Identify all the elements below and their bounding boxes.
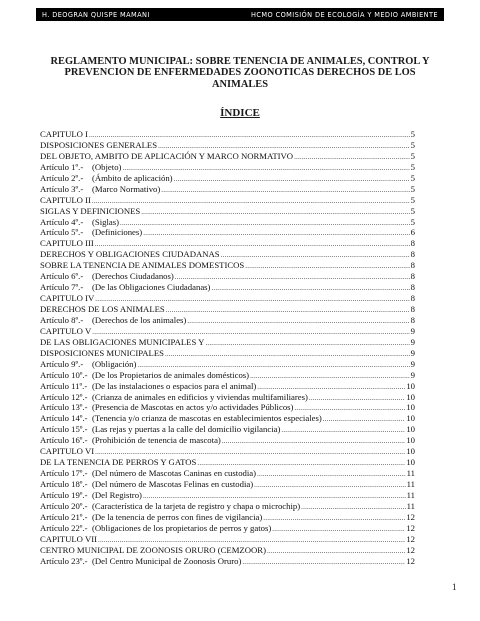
toc-entry[interactable] [40, 173, 415, 184]
toc-article-title: (Derechos Ciudadanos) [92, 271, 174, 282]
toc-entry[interactable] [40, 184, 415, 195]
toc-article [40, 315, 186, 326]
toc-article-number: Artículo 22º.- [40, 522, 88, 533]
toc-entry[interactable] [40, 490, 415, 501]
toc-article-title: (Característica de la tarjeta de registro y chapa o microchip) [92, 500, 301, 511]
toc-article [40, 359, 136, 370]
toc-entry[interactable] [40, 479, 415, 490]
dot-leader [309, 393, 405, 404]
toc-article-number: Artículo 11º.- [40, 380, 88, 391]
toc-page-number: 10 [406, 446, 415, 457]
toc-page-number: 11 [406, 500, 415, 511]
toc-article-title: (Prohibición de tenencia de mascota) [92, 435, 221, 446]
toc-article-number: Artículo 4º.- [40, 216, 84, 227]
toc-article-title: (Del Registro) [92, 489, 142, 500]
toc-page-number: 8 [410, 238, 415, 249]
toc-entry[interactable] [40, 140, 415, 151]
toc-article-number: Artículo 18º.- [40, 479, 88, 489]
toc-entry[interactable] [40, 446, 415, 457]
toc-entry[interactable] [40, 359, 415, 370]
toc-entry[interactable] [40, 151, 415, 162]
toc-entry[interactable] [40, 413, 415, 424]
toc-entry[interactable] [40, 162, 415, 173]
toc-article-title: (Del número de Mascotas Caninas en custodia) [92, 468, 257, 479]
dot-leader [205, 338, 409, 349]
toc-entry[interactable] [40, 457, 415, 468]
toc-heading-label: DERECHOS DE LOS ANIMALES [40, 304, 165, 314]
toc-entry[interactable] [40, 512, 415, 523]
dot-leader [143, 228, 409, 239]
toc-article [40, 162, 121, 173]
toc-page-number: 9 [410, 347, 415, 358]
toc-entry[interactable] [40, 227, 415, 238]
dot-leader [187, 316, 409, 327]
toc-article-title: (Presencia de Mascotas en actos y/o actividades Públicos) [92, 402, 294, 413]
dot-leader [250, 371, 410, 382]
dot-leader [281, 425, 405, 436]
toc-entry[interactable] [40, 282, 415, 293]
toc-page-number: 5 [410, 161, 415, 172]
toc-page-number: 5 [410, 139, 415, 150]
toc-article-number: Artículo 13º.- [40, 402, 88, 413]
toc-article-number: Artículo 2º.- [40, 172, 84, 183]
toc-article [40, 468, 256, 479]
dot-leader [263, 513, 405, 524]
toc-article-number: Artículo 23º.- [40, 555, 88, 566]
toc-page-number: 5 [410, 172, 415, 183]
toc-heading-label: CENTRO MUNICIPAL DE ZOONOSIS ORURO (CEMZOOR) [40, 544, 266, 555]
dot-leader [257, 469, 406, 480]
dot-leader [120, 218, 410, 229]
toc-article-title: (Crianza de animales en edificios y viviendas multifamiliares) [92, 391, 308, 402]
toc-entry[interactable] [40, 195, 415, 206]
toc-article [40, 490, 142, 501]
toc-entry[interactable] [40, 326, 415, 337]
toc-entry[interactable] [40, 293, 415, 304]
toc-article [40, 556, 241, 567]
toc-entry[interactable] [40, 392, 415, 403]
page-number: 1 [452, 582, 457, 592]
dot-leader [222, 436, 405, 447]
toc-page-number: 9 [410, 358, 415, 369]
toc-page-number: 12 [406, 522, 415, 533]
toc-entry[interactable] [40, 534, 415, 545]
toc-heading-label: CAPITULO VII [40, 533, 98, 544]
toc-entry[interactable] [40, 206, 415, 217]
toc-page-number: 8 [410, 314, 415, 325]
toc-entry[interactable] [40, 435, 415, 446]
toc-entry[interactable] [40, 129, 415, 140]
toc-heading-label: DE LAS OBLIGACIONES MUNICIPALES Y [40, 336, 205, 347]
dot-leader [272, 524, 405, 535]
toc-article [40, 381, 256, 392]
toc-page-number: 10 [406, 424, 415, 435]
toc-heading-label: CAPITULO IV [40, 293, 95, 304]
toc-article [40, 392, 308, 403]
toc-entry[interactable] [40, 271, 415, 282]
toc-page-number: 6 [410, 227, 415, 238]
dot-leader [211, 283, 409, 294]
toc-page-number: 8 [410, 271, 415, 282]
toc-article [40, 479, 253, 490]
toc-entry[interactable] [40, 501, 415, 512]
toc-heading-label: CAPITULO II [40, 194, 91, 205]
toc-article [40, 227, 142, 238]
toc-page-number: 5 [410, 216, 415, 227]
toc-page-number: 8 [410, 304, 415, 314]
toc-page-number: 5 [410, 205, 415, 216]
toc-page-number: 10 [406, 380, 415, 391]
dot-leader [242, 557, 405, 568]
dot-leader [141, 207, 409, 218]
toc-article [40, 271, 174, 282]
document-title: REGLAMENTO MUNICIPAL: SOBRE TENENCIA DE ANIMALES, CONTROL Y PREVENCION DE ENFERMEDADES ZOONOTICAS DERECHOS DE LOS ANIMALES [50, 56, 430, 90]
toc-heading-label: SIGLAS Y DEFINICIONES [40, 205, 141, 216]
toc-page-number: 11 [406, 489, 415, 500]
toc-heading-label: CAPITULO III [40, 238, 94, 249]
toc-article-title: (Ámbito de aplicación) [92, 172, 173, 183]
toc-page-number: 5 [410, 183, 415, 194]
toc-entry[interactable] [40, 545, 415, 556]
toc-article-title: (Tenencia y/o crianza de mascotas en establecimientos especiales) [92, 413, 322, 424]
toc-article-number: Artículo 7º.- [40, 282, 84, 293]
toc-heading-label: DEL OBJETO, AMBITO DE APLICACIÓN Y MARCO NORMATIVO [40, 150, 294, 161]
toc-article-number: Artículo 15º.- [40, 424, 88, 435]
toc-article [40, 424, 280, 435]
toc-article [40, 282, 210, 293]
toc-article [40, 370, 249, 381]
toc-article-title: (Del número de Mascotas Felinas en custodia) [92, 479, 254, 489]
header-commission: HCMO COMISIÓN DE ECOLOGÍA Y MEDIO AMBIENTE [251, 10, 438, 19]
toc-article-number: Artículo 21º.- [40, 511, 88, 522]
toc-article [40, 523, 271, 534]
toc-article [40, 402, 293, 413]
toc-page-number: 9 [410, 336, 415, 347]
toc-heading-label: DE LA TENENCIA DE PERROS Y GATOS [40, 457, 197, 468]
toc-article-number: Artículo 17º.- [40, 468, 88, 479]
toc-page-number: 5 [410, 129, 415, 139]
toc-entry[interactable] [40, 260, 415, 271]
toc-page-number: 5 [410, 150, 415, 161]
toc-article-title: (Derechos de los animales) [92, 314, 187, 325]
dot-leader [294, 152, 410, 163]
toc-heading-label: CAPITULO VI [40, 446, 95, 457]
toc-page-number: 10 [406, 457, 415, 468]
toc-article-title: (De las Obligaciones Ciudadanas) [92, 282, 211, 293]
toc-article-title: (Objeto) [92, 161, 122, 172]
toc-article-title: (Obligaciones de los propietarios de perros y gatos) [92, 522, 272, 533]
dot-leader [166, 305, 410, 316]
toc-article [40, 501, 300, 512]
toc-page-number: 12 [406, 511, 415, 522]
toc-article-number: Artículo 12º.- [40, 391, 88, 402]
toc-article [40, 184, 160, 195]
toc-article-number: Artículo 1º.- [40, 161, 84, 172]
toc-entry[interactable] [40, 402, 415, 413]
toc-page-number: 11 [406, 479, 415, 489]
dot-leader [301, 502, 405, 513]
toc-heading-label: CAPITULO V [40, 325, 92, 336]
dot-leader [161, 185, 409, 196]
toc-entry[interactable] [40, 217, 415, 228]
table-of-contents [40, 129, 415, 567]
dot-leader [221, 250, 410, 261]
toc-page-number: 8 [410, 249, 415, 260]
dot-leader [267, 546, 405, 557]
toc-article-title: (De las instalaciones o espacios para el animal) [92, 380, 257, 391]
toc-page-number: 9 [410, 325, 415, 336]
index-heading: ÍNDICE [220, 107, 260, 119]
dot-leader [245, 261, 409, 272]
toc-page-number: 12 [406, 533, 415, 544]
dot-leader [165, 349, 410, 360]
toc-page-number: 8 [410, 282, 415, 293]
toc-article-number: Artículo 19º.- [40, 489, 88, 500]
toc-article-number: Artículo 5º.- [40, 227, 84, 238]
toc-heading-label: DERECHOS Y OBLIGACIONES CIUDADANAS [40, 249, 220, 260]
toc-article-number: Artículo 8º.- [40, 314, 84, 325]
toc-page-number: 10 [406, 413, 415, 424]
toc-heading-label: CAPITULO I [40, 129, 89, 139]
header-author: H. DEOGRAN QUISPE MAMANI [42, 10, 150, 19]
toc-article-title: (Siglas) [92, 216, 120, 227]
toc-article [40, 173, 173, 184]
toc-article-title: (De los Propietarios de animales domésticos) [92, 369, 250, 380]
running-header [36, 8, 444, 21]
toc-article-number: Artículo 10º.- [40, 369, 88, 380]
toc-article [40, 512, 262, 523]
toc-article [40, 413, 322, 424]
toc-article-title: (Obligación) [92, 358, 137, 369]
toc-heading-label: DISPOSICIONES MUNICIPALES [40, 347, 164, 358]
toc-page-number: 12 [406, 555, 415, 566]
toc-article-number: Artículo 16º.- [40, 435, 88, 446]
toc-entry[interactable] [40, 315, 415, 326]
toc-page-number: 8 [410, 293, 415, 304]
dot-leader [323, 414, 406, 425]
toc-entry[interactable] [40, 556, 415, 567]
toc-article-title: (Definiciones) [92, 227, 143, 238]
toc-article-title: (De la tenencia de perros con fines de vigilancia) [92, 511, 263, 522]
toc-article [40, 217, 119, 228]
toc-entry[interactable] [40, 523, 415, 534]
toc-entry[interactable] [40, 238, 415, 249]
dot-leader [174, 174, 410, 185]
toc-article [40, 435, 221, 446]
toc-article-number: Artículo 9º.- [40, 358, 84, 369]
toc-heading-label: SOBRE LA TENENCIA DE ANIMALES DOMESTICOS [40, 260, 245, 271]
toc-entry[interactable] [40, 370, 415, 381]
toc-entry[interactable] [40, 348, 415, 359]
toc-page-number: 8 [410, 260, 415, 271]
dot-leader [254, 480, 405, 491]
toc-page-number: 5 [410, 194, 415, 205]
toc-page-number: 9 [410, 369, 415, 380]
toc-page-number: 10 [406, 402, 415, 413]
toc-article-number: Artículo 6º.- [40, 271, 84, 282]
toc-page-number: 12 [406, 544, 415, 555]
toc-page-number: 10 [406, 391, 415, 402]
toc-entry[interactable] [40, 381, 415, 392]
toc-entry[interactable] [40, 249, 415, 260]
toc-article-title: (Las rejas y puertas a la calle del domicilio vigilancia) [92, 424, 281, 435]
toc-article-title: (Marco Normativo) [92, 183, 161, 194]
toc-article-number: Artículo 20º.- [40, 500, 88, 511]
toc-entry[interactable] [40, 424, 415, 435]
toc-page-number: 11 [406, 468, 415, 479]
toc-entry[interactable] [40, 468, 415, 479]
toc-entry[interactable] [40, 304, 415, 315]
toc-heading-label: DISPOSICIONES GENERALES [40, 139, 158, 150]
toc-article-number: Artículo 14º.- [40, 413, 88, 424]
toc-entry[interactable] [40, 337, 415, 348]
toc-article-title: (Del Centro Municipal de Zoonosis Oruro) [92, 555, 242, 566]
toc-article-number: Artículo 3º.- [40, 183, 84, 194]
toc-page-number: 10 [406, 435, 415, 446]
